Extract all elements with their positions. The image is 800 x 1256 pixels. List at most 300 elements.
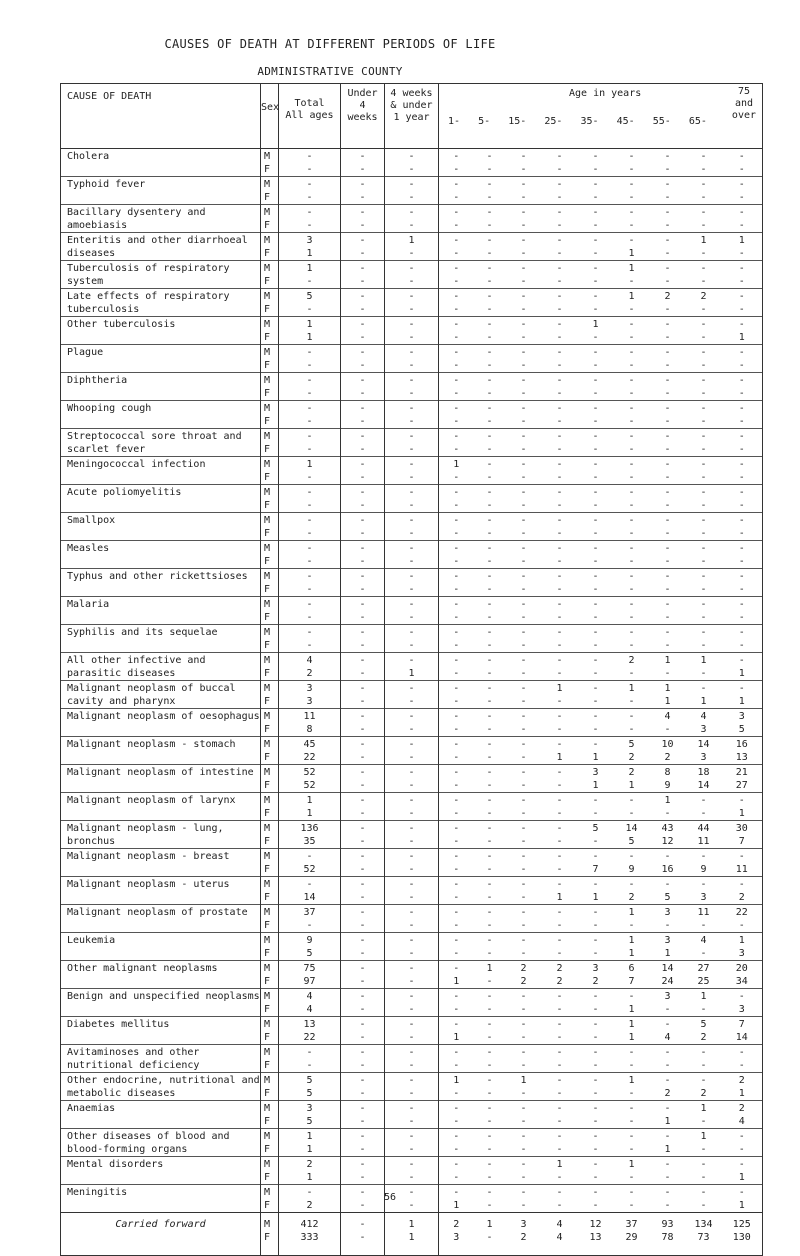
sex-f: F [264, 471, 271, 483]
cause-label: Diphtheria [61, 373, 261, 401]
value-m: 1 [408, 235, 415, 246]
value-f: - [359, 191, 366, 203]
value-cell [686, 205, 722, 233]
value-cell [650, 205, 686, 233]
value-f: - [700, 1059, 707, 1071]
value-cell [722, 625, 763, 653]
value-f: - [408, 1143, 415, 1155]
value-m: - [408, 627, 415, 638]
value-cell [385, 373, 439, 401]
value-cell [439, 1129, 474, 1157]
value-cell [686, 1017, 722, 1045]
value-m: - [664, 319, 671, 330]
value-cell [474, 233, 506, 261]
value-f: - [700, 1115, 707, 1127]
value-cell [578, 597, 614, 625]
value-m: - [738, 403, 745, 414]
value-f: - [453, 751, 460, 763]
value-m: 2 [628, 767, 635, 778]
value-m: 1 [592, 319, 599, 330]
value-cell [385, 513, 439, 541]
total-m: 134 [694, 1219, 713, 1230]
value-m: - [592, 459, 599, 470]
value-f: - [520, 1059, 527, 1071]
value-m: - [486, 1159, 493, 1170]
sex-f: F [264, 555, 271, 567]
value-cell [279, 373, 341, 401]
value-f: 1 [738, 807, 745, 819]
value-m: - [738, 347, 745, 358]
value-f: - [486, 1171, 493, 1183]
sex-f: F [264, 415, 271, 427]
value-m: - [408, 207, 415, 218]
value-f: - [664, 331, 671, 343]
value-cell [650, 765, 686, 793]
cause-label: Malignant neoplasm of buccal cavity and pharynx [61, 681, 261, 709]
value-f: - [738, 443, 745, 455]
value-cell [279, 513, 341, 541]
value-f: - [664, 555, 671, 567]
value-f: - [592, 947, 599, 959]
value-cell [650, 1073, 686, 1101]
value-cell [722, 821, 763, 849]
value-cell [341, 877, 385, 905]
value-m: 21 [735, 767, 748, 778]
value-f: - [453, 891, 460, 903]
sex-m: M [264, 907, 271, 918]
value-cell [542, 1017, 578, 1045]
table-row [61, 513, 763, 541]
value-m: - [628, 711, 635, 722]
value-f: - [738, 611, 745, 623]
total-f: - [486, 1231, 493, 1243]
value-f: - [408, 947, 415, 959]
value-f: - [664, 247, 671, 259]
sex-m: M [264, 823, 271, 834]
value-m: 1 [520, 1075, 527, 1086]
value-m: 1 [700, 235, 707, 246]
value-cell [279, 541, 341, 569]
value-m: - [453, 879, 460, 890]
value-cell [614, 737, 650, 765]
value-f: 2 [520, 975, 527, 987]
value-f: - [520, 1115, 527, 1127]
value-cell [650, 401, 686, 429]
value-cell [650, 877, 686, 905]
value-m: - [359, 291, 366, 302]
value-m: - [359, 739, 366, 750]
value-cell [578, 961, 614, 989]
sex-m: M [264, 571, 271, 582]
cause-label: Leukemia [61, 933, 261, 961]
value-f: 2 [628, 751, 635, 763]
value-cell [578, 1129, 614, 1157]
sex-label [261, 1045, 279, 1073]
value-m: - [408, 319, 415, 330]
value-m: - [738, 571, 745, 582]
value-f: - [520, 639, 527, 651]
value-cell [506, 401, 542, 429]
page-subtitle: ADMINISTRATIVE COUNTY [257, 65, 403, 78]
value-m: - [628, 375, 635, 386]
value-m: - [700, 431, 707, 442]
value-f: - [453, 219, 460, 231]
value-f: - [486, 387, 493, 399]
value-cell [542, 1045, 578, 1073]
value-m: - [592, 1075, 599, 1086]
value-m: - [408, 823, 415, 834]
cause-label: Smallpox [61, 513, 261, 541]
value-cell [650, 849, 686, 877]
value-m: - [520, 1187, 527, 1198]
value-cell [650, 989, 686, 1017]
value-f: - [408, 695, 415, 707]
value-f: - [408, 835, 415, 847]
value-f: - [486, 303, 493, 315]
value-cell [578, 513, 614, 541]
value-f: 1 [664, 947, 671, 959]
value-m: - [592, 795, 599, 806]
value-cell [279, 905, 341, 933]
value-f: - [556, 583, 563, 595]
value-f: - [306, 303, 313, 315]
value-f: - [700, 191, 707, 203]
value-f: - [738, 499, 745, 511]
value-f: - [592, 555, 599, 567]
total-cell [686, 1213, 722, 1256]
cause-label: Malignant neoplasm - breast [61, 849, 261, 877]
value-f: 2 [664, 1087, 671, 1099]
value-m: - [486, 711, 493, 722]
value-f: - [408, 975, 415, 987]
sex-m: M [264, 291, 271, 302]
value-m: - [408, 851, 415, 862]
value-m: - [408, 347, 415, 358]
value-f: - [700, 527, 707, 539]
value-cell [385, 1129, 439, 1157]
value-f: - [556, 415, 563, 427]
cause-label: Typhus and other rickettsioses [61, 569, 261, 597]
value-cell [279, 429, 341, 457]
value-m: - [408, 655, 415, 666]
value-m: - [556, 151, 563, 162]
sex-f: F [264, 667, 271, 679]
value-f: - [628, 611, 635, 623]
value-cell [686, 681, 722, 709]
value-m: - [408, 543, 415, 554]
value-f: - [628, 471, 635, 483]
value-m: - [592, 543, 599, 554]
value-f: - [453, 471, 460, 483]
value-f: - [556, 247, 563, 259]
value-cell [506, 1045, 542, 1073]
value-f: - [306, 919, 313, 931]
value-cell [506, 821, 542, 849]
value-f: 5 [628, 835, 635, 847]
value-m: - [520, 907, 527, 918]
value-m: - [592, 235, 599, 246]
value-m: - [453, 1187, 460, 1198]
value-m: - [408, 907, 415, 918]
value-f: - [592, 695, 599, 707]
value-cell [279, 485, 341, 513]
value-m: - [306, 207, 313, 218]
value-m: - [592, 347, 599, 358]
value-cell [279, 289, 341, 317]
value-cell [341, 541, 385, 569]
value-m: - [664, 263, 671, 274]
value-f: - [592, 1199, 599, 1211]
value-m: - [628, 1131, 635, 1142]
value-m: - [628, 403, 635, 414]
value-cell [722, 765, 763, 793]
value-cell [385, 289, 439, 317]
value-f: - [408, 807, 415, 819]
value-cell [341, 821, 385, 849]
value-m: - [738, 655, 745, 666]
value-cell [686, 569, 722, 597]
value-cell [722, 653, 763, 681]
value-cell [578, 821, 614, 849]
value-cell [385, 205, 439, 233]
value-cell [650, 345, 686, 373]
value-m: - [628, 627, 635, 638]
page-title: CAUSES OF DEATH AT DIFFERENT PERIODS OF LIFE [164, 37, 496, 51]
value-m: - [592, 207, 599, 218]
value-m: - [628, 235, 635, 246]
value-m: - [486, 263, 493, 274]
value-cell [385, 345, 439, 373]
sex-m: M [264, 1187, 271, 1198]
value-m: - [486, 319, 493, 330]
value-m: - [520, 291, 527, 302]
value-cell [650, 289, 686, 317]
sex-f: F [264, 723, 271, 735]
value-f: - [453, 695, 460, 707]
value-cell [439, 1157, 474, 1185]
value-f: - [306, 583, 313, 595]
value-m: - [486, 823, 493, 834]
value-f: - [592, 835, 599, 847]
value-f: 3 [700, 751, 707, 763]
value-m: 1 [556, 683, 563, 694]
total-cell [385, 1213, 439, 1256]
value-f: - [520, 527, 527, 539]
value-cell [722, 849, 763, 877]
value-f: - [408, 471, 415, 483]
cause-label: Plague [61, 345, 261, 373]
value-m: 1 [628, 1075, 635, 1086]
sex-m: M [264, 459, 271, 470]
sex-f: F [264, 1199, 271, 1211]
value-f: - [306, 499, 313, 511]
value-m: - [453, 515, 460, 526]
value-cell [686, 429, 722, 457]
total-f: 1 [408, 1231, 415, 1243]
total-m: 1 [408, 1219, 415, 1230]
sex-m: M [264, 431, 271, 442]
value-f: 2 [306, 1199, 313, 1211]
value-f: - [664, 191, 671, 203]
value-m: - [556, 851, 563, 862]
value-cell [439, 681, 474, 709]
value-f: - [556, 667, 563, 679]
value-cell [686, 1157, 722, 1185]
value-cell [722, 877, 763, 905]
value-cell [341, 653, 385, 681]
cause-label: Malignant neoplasm of oesophagus [61, 709, 261, 737]
value-f: - [486, 527, 493, 539]
value-cell [686, 541, 722, 569]
value-f: - [408, 751, 415, 763]
value-cell [578, 625, 614, 653]
value-m: - [664, 599, 671, 610]
value-m: - [628, 1103, 635, 1114]
value-cell [578, 653, 614, 681]
value-f: - [359, 275, 366, 287]
value-m: 44 [697, 823, 710, 834]
value-m: - [486, 627, 493, 638]
header-total: Total All ages [279, 84, 341, 149]
value-f: - [738, 527, 745, 539]
table-row [61, 429, 763, 457]
value-cell [506, 457, 542, 485]
table-row [61, 233, 763, 261]
value-cell [722, 1017, 763, 1045]
sex-f: F [264, 527, 271, 539]
value-f: - [556, 779, 563, 791]
value-f: 9 [664, 779, 671, 791]
value-f: - [738, 1143, 745, 1155]
value-m: - [520, 403, 527, 414]
value-m: - [520, 1159, 527, 1170]
value-cell [439, 709, 474, 737]
sex-m: M [264, 1159, 271, 1170]
value-m: - [306, 151, 313, 162]
value-m: - [628, 431, 635, 442]
value-cell [722, 709, 763, 737]
value-f: - [628, 807, 635, 819]
value-m: - [453, 1131, 460, 1142]
value-cell [341, 401, 385, 429]
value-cell [722, 205, 763, 233]
value-cell [650, 513, 686, 541]
value-cell [542, 1073, 578, 1101]
value-m: - [664, 375, 671, 386]
sex-label [261, 149, 279, 177]
value-cell [506, 737, 542, 765]
value-f: - [738, 415, 745, 427]
value-m: - [408, 487, 415, 498]
value-f: - [453, 947, 460, 959]
value-f: 1 [664, 695, 671, 707]
value-cell [614, 569, 650, 597]
value-f: - [453, 583, 460, 595]
value-m: - [306, 515, 313, 526]
value-m: - [486, 655, 493, 666]
value-m: - [738, 1131, 745, 1142]
value-m: - [408, 991, 415, 1002]
value-cell [578, 681, 614, 709]
value-m: 1 [628, 907, 635, 918]
value-m: - [556, 487, 563, 498]
sex-label [261, 177, 279, 205]
sex-m: M [264, 1103, 271, 1114]
value-cell [650, 1017, 686, 1045]
sex-f: F [264, 303, 271, 315]
value-m: 4 [700, 711, 707, 722]
value-f: 5 [664, 891, 671, 903]
value-cell [385, 849, 439, 877]
sex-f: F [264, 1059, 271, 1071]
value-cell [506, 681, 542, 709]
value-m: 5 [306, 291, 313, 302]
value-cell [722, 345, 763, 373]
value-m: - [592, 403, 599, 414]
value-m: 7 [738, 1019, 745, 1030]
value-f: - [556, 835, 563, 847]
value-cell [341, 233, 385, 261]
value-f: - [359, 1031, 366, 1043]
value-f: - [592, 219, 599, 231]
value-cell [614, 1073, 650, 1101]
sex-f: F [264, 583, 271, 595]
value-m: 1 [306, 795, 313, 806]
value-cell [474, 177, 506, 205]
value-m: - [628, 347, 635, 358]
value-f: 14 [303, 891, 316, 903]
value-cell [614, 513, 650, 541]
age-15: 15- [508, 116, 527, 127]
value-m: - [592, 683, 599, 694]
value-m: 16 [735, 739, 748, 750]
value-f: - [700, 331, 707, 343]
value-f: - [408, 891, 415, 903]
value-cell [474, 261, 506, 289]
value-f: 13 [735, 751, 748, 763]
cause-label: Meningococcal infection [61, 457, 261, 485]
value-f: - [486, 863, 493, 875]
value-m: 3 [592, 767, 599, 778]
total-cell [506, 1213, 542, 1256]
value-m: - [486, 1019, 493, 1030]
value-cell [686, 177, 722, 205]
value-cell [385, 765, 439, 793]
value-cell [506, 1157, 542, 1185]
value-f: - [628, 443, 635, 455]
value-m: - [556, 235, 563, 246]
value-m: - [408, 375, 415, 386]
value-cell [385, 1101, 439, 1129]
value-m: 1 [628, 935, 635, 946]
value-m: - [700, 851, 707, 862]
value-m: - [453, 711, 460, 722]
value-f: - [453, 1087, 460, 1099]
value-f: - [592, 1031, 599, 1043]
value-m: - [556, 739, 563, 750]
value-f: - [486, 443, 493, 455]
value-f: - [592, 1115, 599, 1127]
value-f: - [453, 359, 460, 371]
age-35: 35- [580, 116, 599, 127]
value-f: - [664, 275, 671, 287]
value-cell [506, 653, 542, 681]
sex-label [261, 1073, 279, 1101]
value-cell [341, 625, 385, 653]
sex-m: M [264, 347, 271, 358]
value-cell [439, 149, 474, 177]
value-cell [439, 989, 474, 1017]
